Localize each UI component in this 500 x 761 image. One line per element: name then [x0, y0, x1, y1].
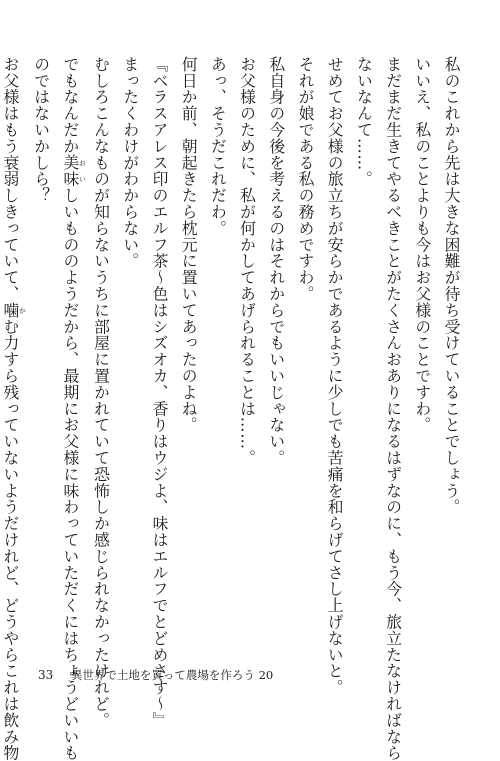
text-line-6: それが娘である私の務めですわ。: [295, 56, 315, 302]
text-line-7: 私自身の今後を考えるのはそれからでもいいじゃない。: [266, 56, 286, 466]
ruby-line-kamu: お父様はもう衰弱しきっていて、噛かむ力すら残っていないようだけれど、どうやらこれは飲み物: [0, 56, 27, 761]
text-line-8: お父様のために、私が何かしてあげられることは……。: [237, 56, 257, 466]
text-line-11: 『ベラスアレス印のエルフ茶〜色はシズオカ、香りはウジよ、味はエルフでとどめさす〜』: [149, 56, 169, 729]
ruby-annotation: 噛か: [0, 302, 27, 319]
text-line-14: [56, 56, 87, 761]
ruby-line-oishii: でもなんだか美味おいしいもののようだから、最期にお父様に味わっていただくにはちょうどいいも: [60, 56, 87, 761]
text-line-4: ないなんて……。: [354, 56, 374, 188]
ruby-reading: おい: [78, 154, 87, 188]
text-line-1: 私のこれから先は大きな困難が待ち受けていることでしょう。: [442, 56, 461, 516]
text-line-12: まったくわけがわからない。: [120, 56, 140, 270]
page-number: 33: [38, 668, 54, 682]
text-line-5: せめてお父様の旅立ちが安らかであるように少しでも苦痛を和らげてさし上げないと。: [325, 56, 345, 696]
text-line-13: むしろこんなものが知らないうちに部屋に置かれていて恐怖しか感じられなかったけれど。: [91, 56, 111, 729]
text-line-15: のではないかしら？: [31, 56, 51, 204]
book-title: 異世界で土地を買って農場を作ろう 20: [70, 668, 274, 682]
ruby-reading: か: [18, 302, 27, 319]
text-line-9: あっ、そうだこれだわ。: [208, 56, 228, 237]
text-line-10: 何日か前、朝起きたら枕元に置いてあったのよね。: [179, 56, 199, 434]
text-line-3: まだまだ生きてやるべきことがたくさんおありになるはずなのに、もう今、旅立たなければなら: [383, 56, 403, 761]
page-footer: [38, 667, 273, 683]
text-line-2: いいえ、私のことよりも今はお父様のことですわ。: [412, 56, 432, 434]
ruby-annotation: 美味おい: [60, 154, 87, 188]
text-line-16: [0, 56, 27, 761]
